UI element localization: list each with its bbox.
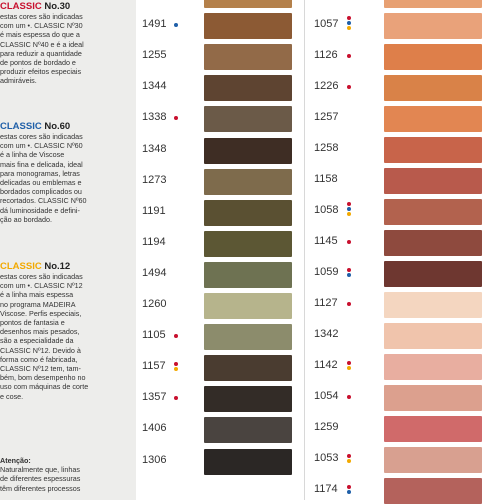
body-line: uso com máquinas de corte (0, 382, 89, 392)
color-row[interactable] (142, 75, 300, 101)
body-line: é a linha mais espessa (0, 290, 74, 300)
availability-dots (347, 302, 353, 307)
availability-dots (174, 334, 180, 339)
color-row[interactable] (314, 230, 500, 256)
color-code: 1306 (142, 453, 167, 466)
section-body (0, 12, 128, 86)
red-dot-icon (347, 202, 351, 206)
color-row[interactable] (314, 478, 500, 504)
color-swatch (384, 0, 482, 8)
color-row[interactable] (142, 386, 300, 412)
color-code: 1174 (314, 483, 338, 495)
section-title (0, 1, 128, 12)
body-line: ção ao bordado. (0, 214, 52, 224)
body-line: mais fina e delicada, ideal (0, 159, 83, 169)
color-swatch (204, 293, 292, 319)
color-row[interactable] (314, 75, 500, 101)
color-swatch (204, 44, 292, 70)
color-code: 1348 (142, 142, 167, 155)
availability-dots (347, 240, 353, 245)
color-code: 1158 (314, 173, 338, 185)
body-line: dá luminosidade e defini- (0, 205, 80, 215)
color-row[interactable] (142, 231, 300, 257)
section-body (0, 272, 128, 401)
color-swatch (384, 261, 482, 287)
red-dot-icon (347, 268, 351, 272)
red-dot-icon (174, 362, 178, 366)
red-dot-icon (347, 16, 351, 20)
body-line: estas cores são indicadas (0, 272, 83, 281)
body-line: delicadas ou emblemas e (0, 178, 82, 188)
availability-dots (347, 361, 353, 371)
red-dot-icon (347, 485, 351, 489)
availability-dots (347, 85, 353, 90)
availability-dots (347, 54, 353, 59)
color-swatch (204, 449, 292, 475)
color-code: 1142 (314, 359, 338, 371)
color-code: 1226 (314, 80, 339, 92)
color-row[interactable] (142, 44, 300, 70)
color-code: 1145 (314, 235, 338, 247)
yellow-dot-icon (347, 26, 351, 30)
color-swatch (204, 169, 292, 195)
color-row[interactable] (314, 199, 500, 225)
body-line: de diferentes espessuras (0, 474, 81, 484)
body-line: é a linha de Viscose (0, 150, 65, 160)
red-dot-icon (347, 240, 351, 244)
color-row[interactable] (142, 0, 300, 8)
color-code: 1494 (142, 266, 167, 279)
body-line: CLASSIC Nº12. Devido à (0, 345, 81, 355)
yellow-dot-icon (347, 366, 351, 370)
red-dot-icon (174, 396, 178, 400)
body-line: com um •. CLASSIC Nº60 (0, 141, 83, 151)
red-dot-icon (174, 116, 178, 120)
body-line: produzir efeitos especiais (0, 67, 82, 77)
red-dot-icon (347, 454, 351, 458)
color-row[interactable] (142, 293, 300, 319)
attention-note (0, 456, 128, 493)
color-code: 1194 (142, 235, 166, 248)
color-row[interactable] (142, 262, 300, 288)
color-row[interactable] (142, 449, 300, 475)
availability-dots (174, 362, 180, 372)
body-line: Viscose. Perfis especiais, (0, 308, 82, 318)
red-dot-icon (174, 334, 178, 338)
section-model: No.30 (44, 1, 71, 12)
red-dot-icon (347, 54, 351, 58)
color-row[interactable] (314, 292, 500, 318)
color-swatch (384, 354, 482, 380)
red-dot-icon (347, 395, 351, 399)
color-swatch (204, 138, 292, 164)
red-dot-icon (347, 361, 351, 365)
body-line: bordados complicados ou (0, 187, 82, 197)
body-line: admiráveis. (0, 76, 37, 86)
body-line: para reduzir a quantidade (0, 48, 82, 58)
color-code: 1259 (314, 421, 339, 433)
body-line: Naturalmente que, linhas (0, 465, 80, 475)
color-row[interactable] (314, 13, 500, 39)
availability-dots (347, 395, 353, 400)
color-swatch (384, 106, 482, 132)
body-line: para monogramas, letras (0, 168, 80, 178)
section-model: No.12 (44, 261, 71, 272)
color-swatch (384, 323, 482, 349)
color-code: 1191 (142, 204, 166, 217)
color-row[interactable] (314, 354, 500, 380)
color-row[interactable] (142, 200, 300, 226)
color-swatch (204, 355, 292, 381)
body-line: são a especialidade da (0, 336, 74, 346)
body-line: CLASSIC Nº12 tem, tam- (0, 364, 81, 374)
yellow-dot-icon (347, 212, 351, 216)
color-code: 1338 (142, 111, 167, 124)
color-row[interactable] (314, 385, 500, 411)
section-classic-12 (0, 261, 128, 401)
color-code: 1406 (142, 422, 167, 435)
color-code: 1342 (314, 328, 339, 340)
color-swatch (204, 13, 292, 39)
body-line: estas cores são indicadas (0, 132, 83, 141)
color-code: 1059 (314, 266, 339, 278)
red-dot-icon (347, 302, 351, 306)
section-brand: CLASSIC (0, 1, 42, 12)
body-line: de pontos de bordado e (0, 58, 76, 68)
color-row[interactable] (314, 106, 500, 132)
availability-dots (347, 16, 353, 31)
color-swatch (384, 75, 482, 101)
color-swatch (204, 106, 292, 132)
color-swatch (384, 44, 482, 70)
color-code: 1255 (142, 49, 167, 62)
availability-dots (174, 23, 180, 28)
color-row[interactable] (314, 416, 500, 442)
body-line: têm diferentes processos (0, 483, 81, 493)
section-body (0, 132, 128, 224)
body-line: pontos de fantasia e (0, 318, 65, 328)
color-row[interactable] (142, 106, 300, 132)
blue-dot-icon (347, 207, 351, 211)
color-swatch (384, 416, 482, 442)
color-code: 1357 (142, 391, 167, 404)
body-line: no programa MADEIRA (0, 299, 76, 309)
color-swatch (204, 231, 292, 257)
color-swatch (384, 13, 482, 39)
color-row[interactable] (142, 324, 300, 350)
color-code: 1058 (314, 204, 339, 216)
availability-dots (174, 396, 180, 401)
color-swatch (384, 168, 482, 194)
color-row[interactable] (142, 417, 300, 443)
blue-dot-icon (347, 273, 351, 277)
blue-dot-icon (174, 23, 178, 27)
color-swatch (204, 262, 292, 288)
color-swatch (204, 417, 292, 443)
section-brand: CLASSIC (0, 261, 42, 272)
availability-dots (347, 454, 353, 464)
color-row[interactable] (142, 13, 300, 39)
color-swatch (384, 447, 482, 473)
color-row[interactable] (314, 137, 500, 163)
section-classic-60 (0, 121, 128, 224)
attention-title: Atenção: (0, 456, 31, 465)
color-swatch (384, 230, 482, 256)
color-row[interactable] (142, 169, 300, 195)
section-classic-30 (0, 1, 128, 86)
color-code: 1260 (142, 298, 167, 310)
body-line: e cose. (0, 391, 24, 401)
yellow-dot-icon (174, 367, 178, 371)
blue-dot-icon (347, 21, 351, 25)
color-row[interactable] (314, 323, 500, 349)
color-row[interactable] (314, 261, 500, 287)
color-code: 1273 (142, 173, 167, 186)
color-code: 1157 (142, 360, 166, 373)
color-swatch (204, 386, 292, 412)
color-swatch (384, 137, 482, 163)
body-line: desenhos mais pesados, (0, 327, 80, 337)
color-code: 1257 (314, 111, 339, 123)
body-line: é mais espessa do que a (0, 30, 80, 40)
section-brand: CLASSIC (0, 121, 42, 132)
body-line: com um •. CLASSIC Nº30 (0, 21, 83, 31)
color-swatch (384, 385, 482, 411)
body-line: estas cores são indicadas (0, 12, 83, 21)
availability-dots (347, 485, 353, 495)
section-title (0, 261, 128, 272)
color-code: 1344 (142, 80, 167, 93)
color-swatch (384, 478, 482, 504)
availability-dots (347, 268, 353, 278)
color-swatch (204, 200, 292, 226)
color-code: 1491 (142, 18, 167, 31)
color-row[interactable] (314, 168, 500, 194)
color-row[interactable] (142, 138, 300, 164)
body-line: com um •. CLASSIC Nº12 (0, 281, 83, 291)
attention-body (0, 465, 128, 493)
body-line: bém, bom desempenho no (0, 373, 86, 383)
section-model: No.60 (44, 121, 71, 132)
color-swatch (204, 0, 292, 8)
body-line: CLASSIC Nº40 e é a ideal (0, 39, 84, 49)
color-swatch (384, 199, 482, 225)
color-code: 1126 (314, 49, 338, 61)
color-swatch (204, 75, 292, 101)
availability-dots (347, 202, 353, 217)
color-code: 1057 (314, 18, 339, 30)
color-code: 1053 (314, 452, 339, 464)
body-line: recortados. CLASSIC Nº60 (0, 196, 87, 206)
color-row[interactable] (314, 44, 500, 70)
color-row[interactable] (314, 447, 500, 473)
color-row[interactable] (314, 0, 500, 8)
color-swatch (204, 324, 292, 350)
section-title (0, 121, 128, 132)
color-row[interactable] (142, 355, 300, 381)
blue-dot-icon (347, 490, 351, 494)
column-divider (304, 0, 305, 500)
color-code: 1105 (142, 329, 166, 342)
red-dot-icon (347, 85, 351, 89)
availability-dots (174, 116, 180, 121)
color-code: 1054 (314, 390, 339, 402)
description-column (0, 0, 136, 500)
body-line: forma como é fabricada, (0, 354, 78, 364)
yellow-dot-icon (347, 459, 351, 463)
color-code: 1127 (314, 297, 338, 309)
color-code: 1258 (314, 142, 339, 154)
color-swatch (384, 292, 482, 318)
